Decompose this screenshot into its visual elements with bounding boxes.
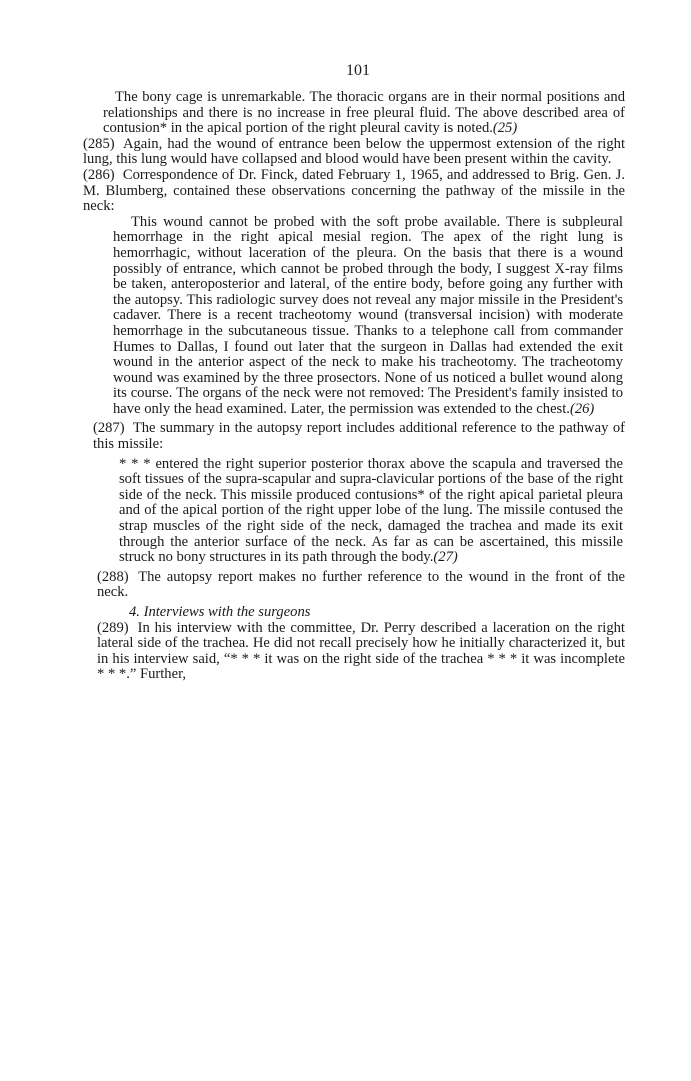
paragraph-bony-cage-text: The bony cage is unremarkable. The thoracic organs are in their normal positions and relationships and there is no increase in free pleural fluid. The above described area of contusion* in the apical portion of the right pleural cavity is noted.: [103, 89, 625, 137]
paragraph-285: [83, 137, 625, 168]
paragraph-288-text: The autopsy report makes no further reference to the wound in the front of the neck.: [97, 568, 625, 601]
paragraph-number-285: (285): [83, 135, 115, 152]
paragraph-287-text: The summary in the autopsy report includes additional reference to the pathway of this missile:: [93, 420, 625, 453]
block-quote-autopsy-text: * * * entered the right superior posterior thorax above the scapula and traversed the soft tissues of the supra-scapular and supra-clavicular portions of the base of the right side of the neck. This missile produced contusions* of the right apical parietal pleura and of the apical portion of the right upper lobe of the lung. The missile contused the strap muscles of the right side of the neck, damaged the trachea and made its exit through the anterior surface of the neck. As far as can be ascertained, this missile struck no bony structures in its path through the body.: [119, 455, 623, 566]
footnote-ref-26: (26): [569, 400, 595, 417]
paragraph-289-text: In his interview with the committee, Dr. Perry described a laceration on the right lateral side of the trachea. He did not recall precisely how he initially characterized it, but in his interview said, “* * * it was on the right side of the trachea * * * it was incomplete * * *.” Further,: [97, 619, 625, 683]
block-quote-autopsy: [119, 457, 623, 566]
page-number: 101: [346, 62, 370, 79]
paragraph-number-288: (288): [97, 568, 129, 585]
paragraph-286-text: Correspondence of Dr. Finck, dated February 1, 1965, and addressed to Brig. Gen. J. M. Blumberg, contained these observations concerning the pathway of the missile in the neck:: [83, 166, 625, 215]
block-quote-finck: [113, 215, 623, 418]
paragraph-number-289: (289): [97, 619, 129, 636]
paragraph-287: [93, 421, 625, 452]
footnote-ref-25: (25): [492, 120, 518, 137]
paragraph-289: [97, 621, 625, 683]
block-quote-finck-text: This wound cannot be probed with the soft probe available. There is subpleural hemorrhage in the right apical mesial region. The apex of the right lung is hemorrhagic, without laceration of the pleura. On the basis that there is a wound possibly of entrance, which cannot be probed through the body, I suggest X-ray films be taken, anteroposterior and lateral, of the entire body, before going any further with the autopsy. This radiologic survey does not reveal any major missile in the President's cadaver. There is a recent tracheotomy wound (transversal incision) with moderate hemorrhage in the subcutaneous tissue. Thanks to a telephone call from commander Humes to Dallas, I found out later that the surgeon in Dallas had extended the exit wound in the anterior aspect of the neck to make his tracheotomy. The tracheotomy wound was examined by the three prosectors. None of us noticed a bullet wound along its course. The organs of the neck were not removed: The President's family insisted to have only the head examined. Later, the permission was extended to the chest.: [113, 213, 623, 417]
paragraph-285-text: Again, had the wound of entrance been below the uppermost extension of the right lung, this lung would have collapsed and blood would have been present within the cavity.: [83, 135, 626, 168]
paragraph-number-287: (287): [93, 420, 125, 437]
paragraph-286: [83, 168, 625, 215]
paragraph-number-286: (286): [83, 166, 115, 183]
paragraph-288: [97, 570, 625, 601]
section-heading: 4. Interviews with the surgeons: [129, 604, 311, 620]
paragraph-bony-cage: [103, 90, 625, 137]
footnote-ref-27: (27): [433, 549, 458, 566]
